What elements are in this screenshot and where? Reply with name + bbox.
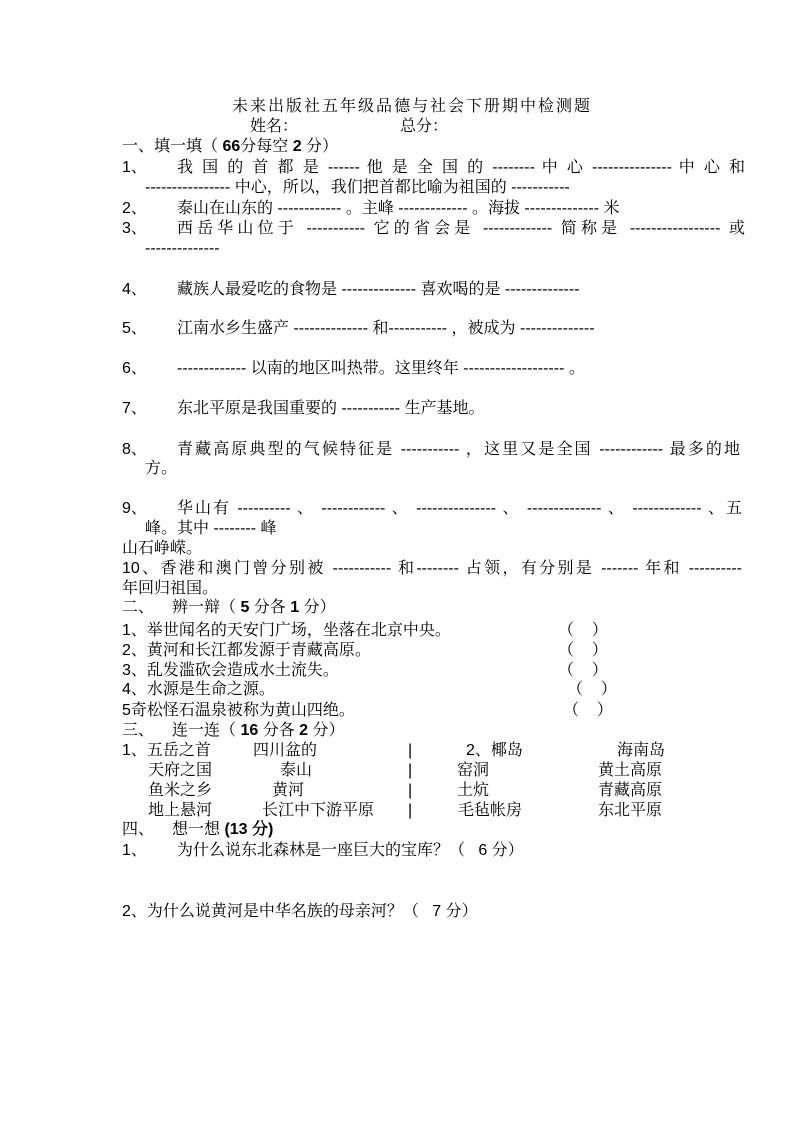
question-number: 9、 xyxy=(122,500,147,517)
question-number: 8、 xyxy=(122,441,147,458)
match-right-target: 黄土高原 xyxy=(598,762,663,779)
match-right-target: 东北平原 xyxy=(598,802,663,819)
match-left-item: 鱼米之乡 xyxy=(148,782,213,799)
question-number: 2、 xyxy=(122,200,147,217)
question-number: 5、 xyxy=(122,320,147,337)
judgement-blank: （ ） xyxy=(558,622,608,639)
match-separator: | xyxy=(408,762,413,779)
question-line: 青藏高原典型的气候特征是 ----------- ，这里又是全国 ------------ 最多的地 xyxy=(177,441,740,458)
judgement-blank: （ ） xyxy=(567,681,617,698)
question-line: 江南水乡生盛产 -------------- 和----------- ，被成为 -------------- xyxy=(177,320,595,337)
match-right-item: 窑洞 xyxy=(457,762,490,779)
section3-number: 三、 xyxy=(122,722,155,739)
match-left-target: 四川盆的 xyxy=(253,742,318,759)
question-line: 我 国 的 首 都 是 ------ 他 是 全 国 的 -------- 中 心 --------------- 中 心 和 xyxy=(177,159,745,176)
question-line: ------------- 以南的地区叫热带。这里终年 ------------------- 。 xyxy=(177,360,585,377)
question-line: 华山有 ---------- 、 ------------ 、 --------------- 、 -------------- 、 ------------- 、五 xyxy=(177,500,742,517)
question-number: 7、 xyxy=(122,400,147,417)
question-number: 6、 xyxy=(122,360,147,377)
match-right-target: 海南岛 xyxy=(617,742,666,759)
judgement-item: 1、举世闻名的天安门广场，坐落在北京中央。 xyxy=(122,622,451,639)
judgement-item: 2、黄河和长江都发源于青藏高原。 xyxy=(122,642,371,659)
match-separator: | xyxy=(408,742,413,759)
match-left-target: 泰山 xyxy=(280,762,313,779)
question-line: ---------------- 中心，所以，我们把首都比喻为祖国的 ----------- xyxy=(145,179,570,196)
question-line: 10、香港和澳门曾分别被 ----------- 和-------- 占领，有分别是 ------- 年和 ---------- xyxy=(122,560,742,577)
question-number: 3、 xyxy=(122,220,147,237)
score-label: 总分： xyxy=(400,118,449,135)
section2-number: 二、 xyxy=(122,599,155,616)
question-line: 方。 xyxy=(145,460,178,477)
page-title: 未来出版社五年级品德与社会下册期中检测题 xyxy=(232,98,593,115)
judgement-item: 5奇松怪石温泉被称为黄山四绝。 xyxy=(122,702,355,719)
match-right-item: 毛毡帐房 xyxy=(458,802,523,819)
match-right-target: 青藏高原 xyxy=(598,782,663,799)
match-left-target: 长江中下游平原 xyxy=(262,802,375,819)
question-line: -------------- xyxy=(145,240,220,257)
question-number: 1、 xyxy=(122,842,147,859)
question-line: 藏族人最爱吃的食物是 -------------- 喜欢喝的是 -------------- xyxy=(177,281,580,298)
question-line: 峰。其中 -------- 峰 xyxy=(145,520,277,537)
judgement-blank: （ ） xyxy=(558,662,608,679)
question-number: 1、 xyxy=(122,159,147,176)
match-separator: | xyxy=(408,802,413,819)
section4-heading: 想一想 (13 分) xyxy=(172,821,274,838)
name-label: 姓名： xyxy=(250,118,299,135)
question-line: 东北平原是我国重要的 ----------- 生产基地。 xyxy=(177,400,485,417)
match-left-item: 1、五岳之首 xyxy=(122,742,211,759)
section1-heading: 一、填一填（ 66分每空 2 分） xyxy=(122,138,339,155)
judgement-item: 4、水源是生命之源。 xyxy=(122,681,275,698)
section4-number: 四、 xyxy=(122,821,155,838)
judgement-blank: （ ） xyxy=(563,702,613,719)
essay-question: 为什么说东北森林是一座巨大的宝库？（ 6 分） xyxy=(177,842,524,859)
essay-question: 2、为什么说黄河是中华名族的母亲河？（ 7 分） xyxy=(122,903,478,920)
match-left-item: 地上悬河 xyxy=(148,802,213,819)
match-separator: | xyxy=(408,782,413,799)
match-left-target: 黄河 xyxy=(272,782,305,799)
match-left-item: 天府之国 xyxy=(148,762,213,779)
question-line: 年回归祖国。 xyxy=(122,580,219,597)
question-line: 泰山在山东的 ------------ 。主峰 ------------- 。海拔 -------------- 米 xyxy=(177,200,620,217)
question-line: 西岳华山位于 ----------- 它的省会是 ------------- 简称是 ----------------- 或 xyxy=(177,220,745,237)
question-number: 10、 xyxy=(122,560,161,577)
match-right-item: 土炕 xyxy=(457,782,490,799)
judgement-item: 3、乱发滥砍会造成水土流失。 xyxy=(122,662,339,679)
section2-heading: 辨一辩（ 5 分各 1 分） xyxy=(172,599,336,616)
section3-heading: 连一连（ 16 分各 2 分） xyxy=(172,722,345,739)
match-right-item: 2、椰岛 xyxy=(466,742,523,759)
question-number: 4、 xyxy=(122,281,147,298)
judgement-blank: （ ） xyxy=(558,642,608,659)
question-line: 山石峥嵘。 xyxy=(122,540,203,557)
